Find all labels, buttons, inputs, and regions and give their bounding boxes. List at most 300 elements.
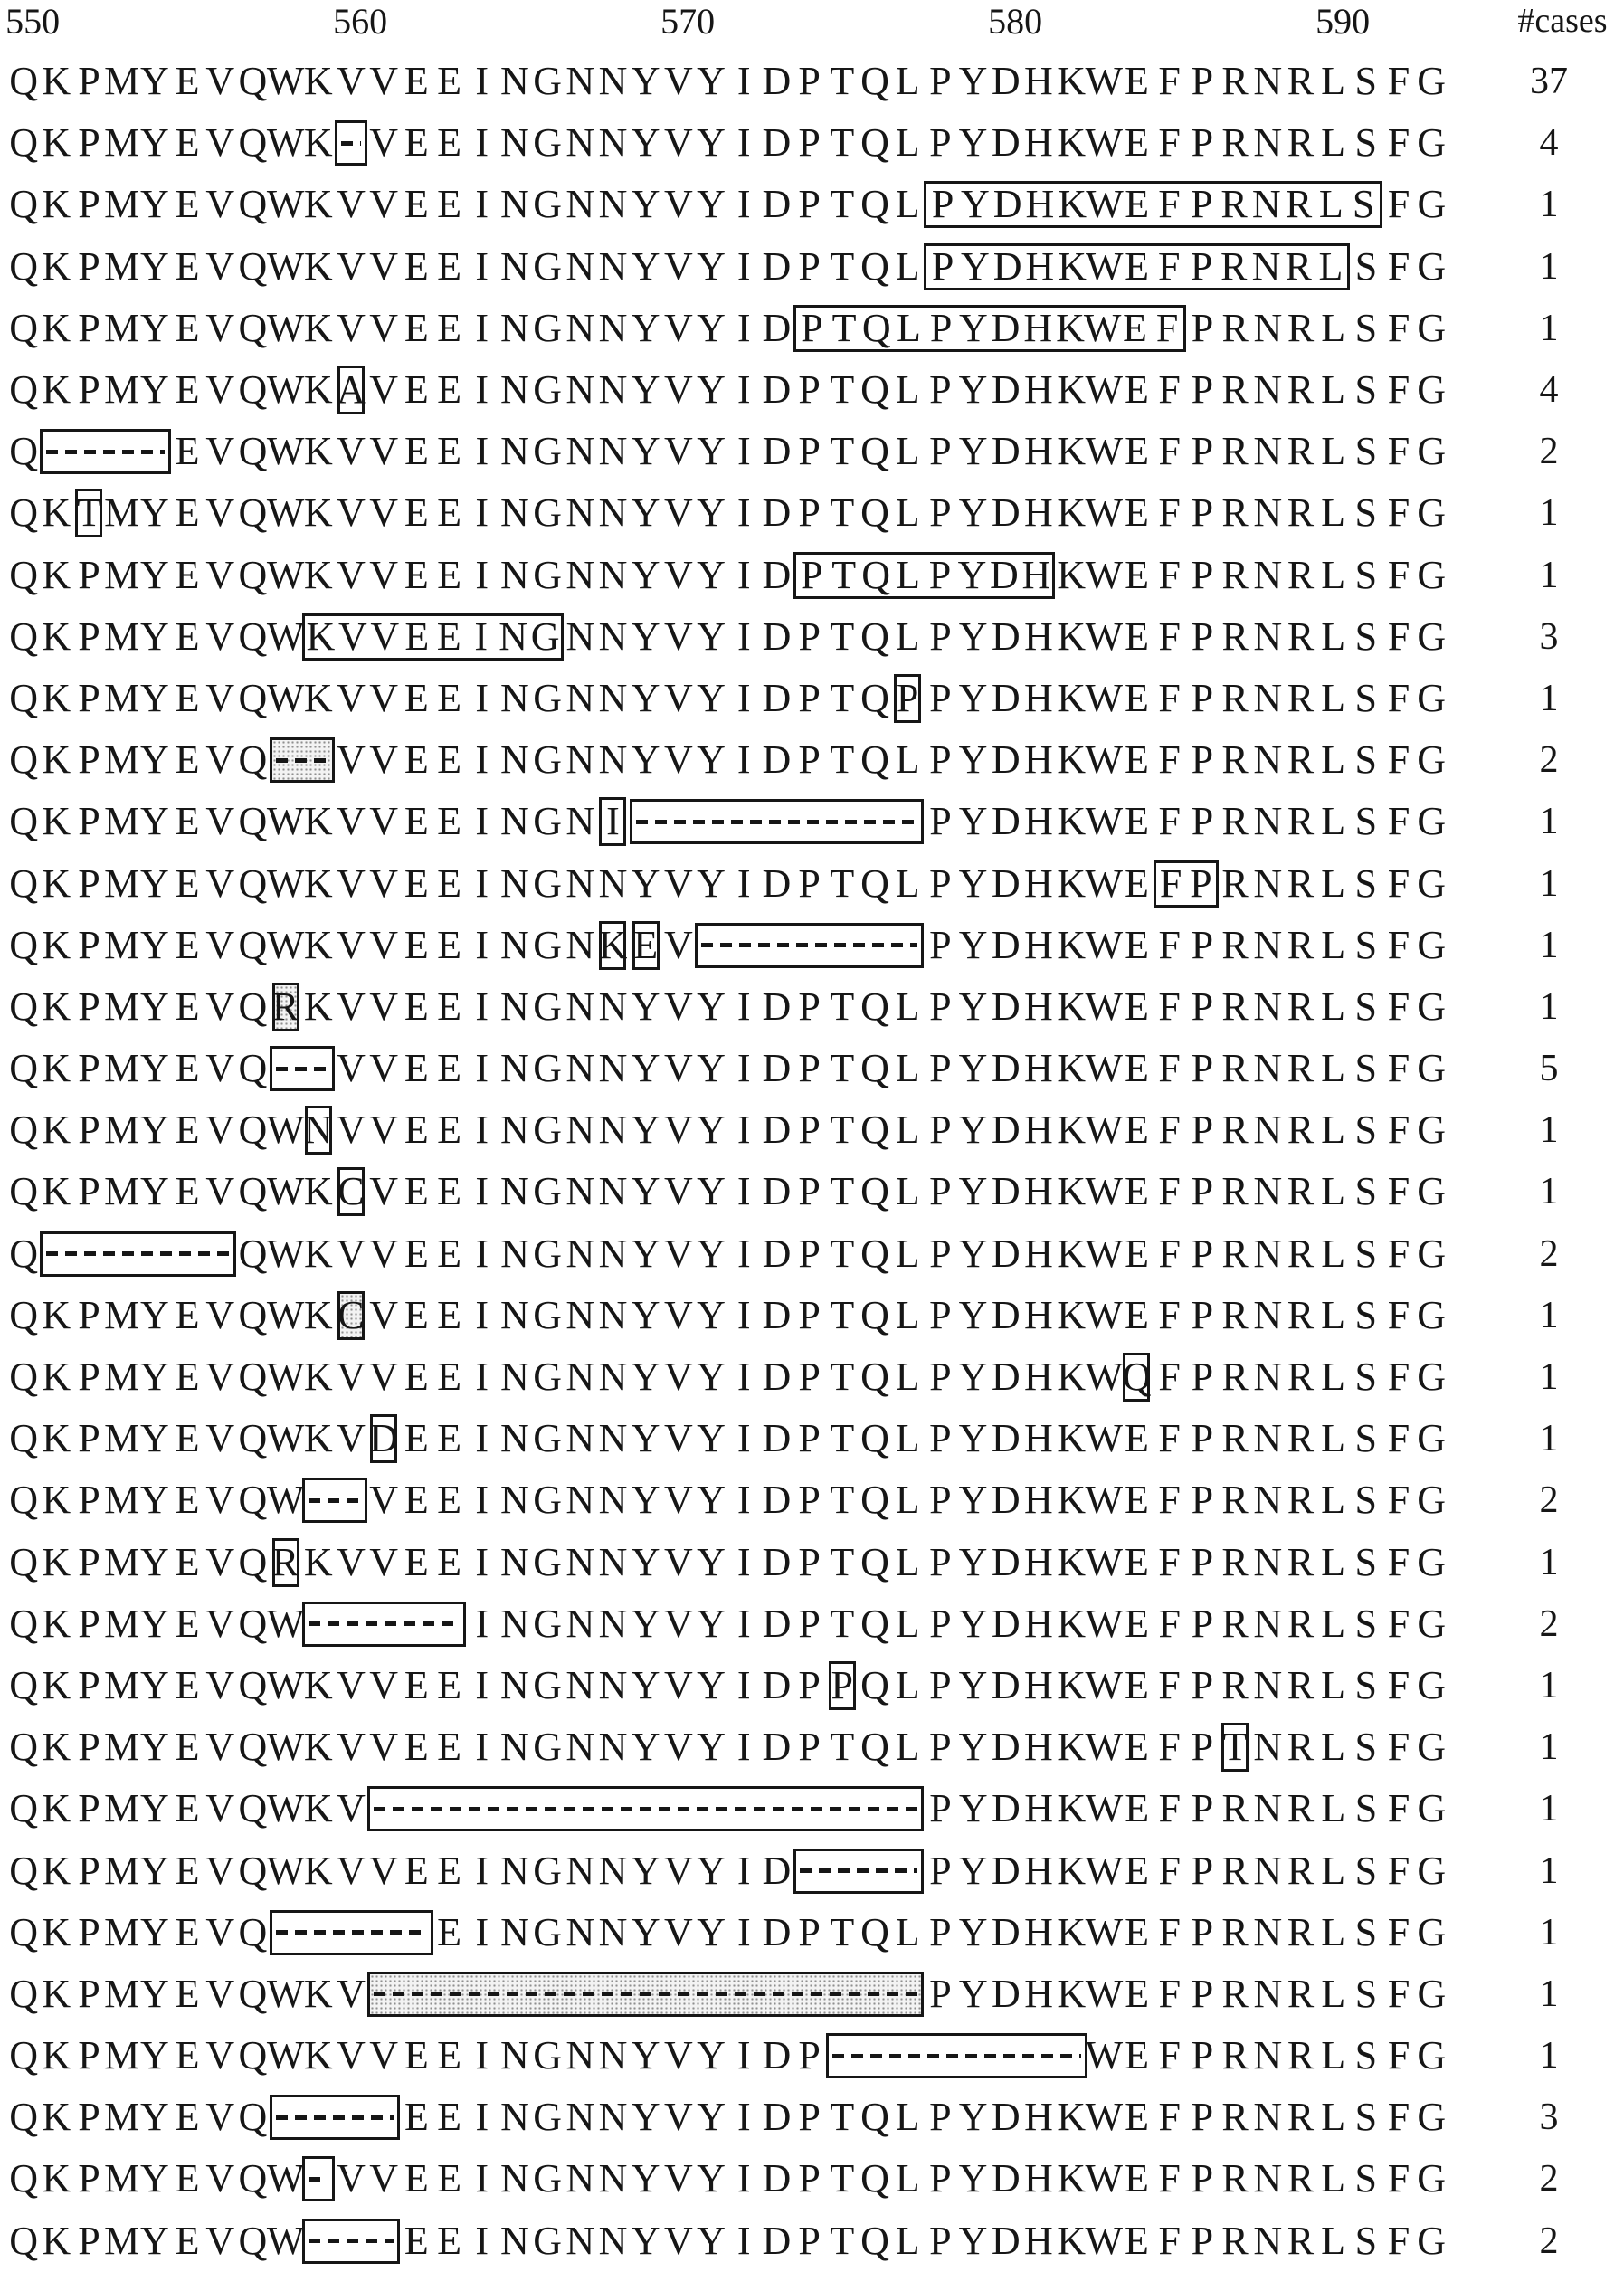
residue-letter: K	[303, 922, 333, 967]
residue-letter: Q	[238, 2095, 268, 2140]
residue-letter: N	[500, 1539, 529, 1584]
residue-letter: V	[663, 1478, 693, 1523]
residue-letter: V	[205, 613, 235, 659]
residue-letter: W	[266, 613, 305, 659]
residue-letter: T	[830, 1231, 855, 1276]
residue-letter: G	[1417, 367, 1447, 413]
residue-letter: L	[1321, 1107, 1346, 1153]
residue-letter: I	[475, 1478, 489, 1523]
residue-letter: D	[991, 1725, 1021, 1770]
residue-letter: F	[1387, 799, 1410, 844]
residue-letter: Q	[860, 860, 889, 906]
residue-letter: D	[991, 1355, 1021, 1400]
residue-letter: N	[565, 305, 595, 350]
case-count: 1	[1539, 2035, 1559, 2077]
case-count: 1	[1539, 554, 1559, 596]
residue-letter: N	[598, 2033, 628, 2078]
residue-letter: F	[1155, 305, 1179, 350]
residue-letter: W	[1085, 2033, 1124, 2078]
residue-letter: V	[663, 1169, 693, 1214]
residue-letter: W	[266, 1292, 305, 1337]
residue-letter: N	[500, 922, 529, 967]
residue-letter: L	[1321, 490, 1346, 536]
residue-letter: L	[1321, 1539, 1346, 1584]
deletion-dashes	[46, 450, 165, 454]
residue-letter: P	[1191, 182, 1213, 227]
residue-letter: Y	[958, 737, 988, 783]
residue-letter: N	[565, 1539, 595, 1584]
residue-letter: K	[42, 1169, 71, 1214]
residue-letter: K	[1057, 429, 1087, 474]
residue-letter: Y	[697, 1478, 726, 1523]
residue-letter: G	[533, 1046, 562, 1091]
residue-letter: Y	[958, 429, 988, 474]
boxed-segment	[1154, 860, 1219, 908]
residue-letter: D	[991, 1292, 1021, 1337]
residue-letter: K	[42, 675, 71, 720]
residue-letter: N	[565, 1662, 595, 1707]
residue-letter: V	[663, 305, 693, 350]
residue-letter: E	[437, 1909, 462, 1954]
residue-letter: L	[895, 860, 920, 906]
residue-letter: W	[1085, 613, 1124, 659]
residue-letter: Y	[631, 1539, 660, 1584]
residue-letter: K	[1056, 305, 1085, 350]
residue-letter: V	[337, 737, 366, 783]
residue-letter: V	[369, 737, 399, 783]
residue-letter: L	[1321, 1971, 1346, 2016]
residue-letter: W	[1085, 1848, 1124, 1893]
residue-letter: L	[896, 552, 921, 597]
residue-letter: Y	[697, 675, 726, 720]
residue-letter: T	[830, 1725, 855, 1770]
residue-letter: Q	[860, 984, 889, 1029]
residue-letter: E	[175, 429, 200, 474]
residue-letter: I	[736, 182, 751, 227]
residue-letter: Q	[860, 367, 889, 413]
residue-letter: Y	[697, 1725, 726, 1770]
residue-letter: V	[337, 1725, 366, 1770]
residue-letter: L	[1321, 737, 1346, 783]
residue-letter: V	[205, 1046, 235, 1091]
residue-letter: N	[565, 1292, 595, 1337]
residue-letter: R	[1287, 1786, 1315, 1831]
residue-letter: E	[1125, 675, 1149, 720]
residue-letter: E	[437, 860, 461, 906]
residue-letter: H	[1025, 182, 1055, 227]
residue-letter: P	[798, 1107, 821, 1153]
residue-letter: Y	[631, 1107, 660, 1153]
residue-letter: P	[798, 737, 821, 783]
residue-letter: N	[1253, 860, 1283, 906]
residue-letter: G	[533, 1107, 562, 1153]
residue-letter: N	[598, 984, 628, 1029]
residue-letter: P	[929, 984, 952, 1029]
deletion-dashes	[276, 1930, 427, 1935]
residue-letter: R	[1221, 59, 1249, 104]
residue-letter: K	[42, 1539, 71, 1584]
residue-letter: D	[762, 860, 792, 906]
residue-letter: K	[42, 1292, 71, 1337]
residue-letter: E	[175, 1539, 200, 1584]
residue-letter: S	[1354, 243, 1378, 289]
ruler-tick: 570	[660, 1, 716, 42]
residue-letter: H	[1024, 1601, 1053, 1646]
residue-letter: E	[175, 1909, 200, 1954]
residue-letter: P	[798, 1292, 821, 1337]
residue-letter: W	[1085, 1786, 1124, 1831]
residue-letter: H	[1024, 737, 1053, 783]
residue-letter: S	[1354, 552, 1378, 597]
residue-letter: P	[1191, 984, 1214, 1029]
residue-letter: D	[991, 305, 1021, 350]
residue-letter: N	[565, 243, 595, 289]
residue-letter: I	[475, 2095, 489, 2140]
residue-letter: M	[104, 182, 140, 227]
residue-letter: E	[437, 1478, 461, 1523]
residue-letter: P	[1191, 799, 1214, 844]
residue-letter: P	[929, 2156, 952, 2201]
residue-letter: N	[1253, 984, 1283, 1029]
residue-letter: N	[598, 1292, 628, 1337]
residue-letter: K	[1057, 1539, 1086, 1584]
residue-letter: L	[1318, 243, 1344, 289]
residue-letter: D	[992, 1971, 1021, 2016]
residue-letter: G	[533, 243, 562, 289]
residue-letter: V	[664, 613, 693, 659]
residue-letter: D	[762, 1169, 792, 1214]
residue-letter: T	[830, 984, 855, 1029]
residue-letter: V	[205, 367, 235, 413]
substitution-box: A	[337, 366, 365, 414]
residue-letter: D	[991, 2218, 1021, 2263]
residue-letter: P	[1191, 305, 1214, 350]
case-count: 2	[1539, 2158, 1559, 2201]
case-count: 1	[1539, 924, 1559, 966]
alignment-row	[0, 545, 1624, 606]
residue-letter: F	[1387, 860, 1410, 906]
residue-letter: N	[1253, 675, 1283, 720]
deletion-box	[40, 429, 171, 474]
residue-letter: N	[1253, 120, 1283, 166]
residue-letter: W	[1085, 120, 1124, 166]
residue-letter: Y	[631, 1169, 660, 1214]
residue-letter: V	[205, 552, 235, 597]
residue-letter: V	[369, 984, 399, 1029]
residue-letter: G	[533, 1601, 563, 1646]
residue-letter: Q	[9, 59, 38, 104]
residue-letter: W	[266, 490, 305, 536]
residue-letter: S	[1354, 860, 1378, 906]
residue-letter: V	[369, 2156, 399, 2201]
residue-letter: Q	[9, 613, 38, 659]
alignment-row	[0, 1099, 1624, 1161]
residue-letter: Y	[958, 1416, 988, 1461]
residue-letter: W	[1085, 922, 1124, 967]
residue-letter: N	[500, 1046, 529, 1091]
residue-letter: V	[369, 1478, 399, 1523]
residue-letter: N	[1253, 737, 1283, 783]
substitution-cell	[335, 366, 367, 414]
residue-letter: E	[404, 59, 429, 104]
residue-letter: E	[437, 490, 461, 536]
residue-letter: D	[991, 1662, 1021, 1707]
residue-letter: F	[1387, 1601, 1410, 1646]
residue-letter: K	[1057, 2156, 1086, 2201]
residue-letter: I	[736, 1662, 751, 1707]
residue-letter: H	[1024, 59, 1053, 104]
residue-letter: Y	[631, 1848, 660, 1893]
residue-letter: F	[1387, 1848, 1410, 1893]
residue-letter: M	[104, 1662, 140, 1707]
residue-letter: R	[1221, 1539, 1249, 1584]
residue-letter: Y	[958, 1292, 988, 1337]
residue-letter: M	[104, 2156, 140, 2201]
residue-letter: K	[303, 182, 333, 227]
residue-letter: Y	[958, 1355, 988, 1400]
residue-letter: H	[1024, 1416, 1053, 1461]
residue-letter: Y	[631, 1231, 660, 1276]
residue-letter: V	[369, 59, 399, 104]
residue-letter: V	[205, 1909, 235, 1954]
deletion-dashes	[309, 2239, 394, 2243]
residue-letter: F	[1387, 1107, 1410, 1153]
residue-letter: F	[1387, 1539, 1410, 1584]
alignment-row	[0, 359, 1624, 421]
residue-letter: V	[205, 1662, 235, 1707]
residue-letter: V	[369, 1848, 399, 1893]
residue-letter: Y	[958, 1046, 988, 1091]
residue-letter: Q	[9, 2095, 38, 2140]
residue-letter: G	[1417, 860, 1447, 906]
residue-letter: F	[1387, 1292, 1410, 1337]
substitution-cell	[1120, 1353, 1153, 1402]
residue-letter: N	[598, 2095, 628, 2140]
residue-letter: M	[104, 1909, 140, 1954]
residue-letter: Y	[958, 1909, 988, 1954]
residue-letter: T	[830, 429, 855, 474]
residue-letter: Q	[9, 1046, 38, 1091]
residue-letter: V	[369, 1539, 399, 1584]
residue-letter: E	[437, 675, 461, 720]
alignment-row	[0, 2025, 1624, 2087]
residue-letter: L	[1321, 1292, 1346, 1337]
residue-letter: V	[369, 182, 399, 227]
residue-letter: S	[1354, 1909, 1378, 1954]
residue-letter: L	[1321, 2095, 1346, 2140]
residue-letter: P	[798, 59, 821, 104]
residue-letter: V	[369, 243, 399, 289]
residue-letter: T	[830, 2095, 855, 2140]
residue-letter: N	[1253, 2218, 1283, 2263]
alignment-row	[0, 1902, 1624, 1963]
residue-letter: Y	[139, 182, 169, 227]
residue-letter: Y	[631, 1292, 660, 1337]
residue-letter: E	[437, 1046, 461, 1091]
residue-letter: F	[1158, 1478, 1181, 1523]
residue-letter: Y	[697, 1231, 726, 1276]
residue-letter: R	[1287, 860, 1315, 906]
residue-letter: E	[437, 1662, 461, 1707]
residue-letter: F	[1387, 552, 1410, 597]
residue-letter: E	[1125, 860, 1149, 906]
residue-letter: E	[404, 120, 429, 166]
residue-letter: F	[1387, 490, 1410, 536]
residue-letter: G	[533, 1169, 562, 1214]
residue-letter: W	[266, 367, 305, 413]
residue-letter: R	[1287, 120, 1315, 166]
residue-letter: K	[42, 1046, 71, 1091]
residue-letter: P	[1191, 552, 1214, 597]
residue-letter: I	[736, 429, 751, 474]
residue-letter: L	[895, 429, 920, 474]
residue-letter: H	[1024, 1971, 1053, 2016]
residue-letter: M	[104, 1478, 140, 1523]
residue-letter: S	[1354, 1416, 1378, 1461]
residue-letter: V	[205, 182, 235, 227]
residue-letter: P	[929, 737, 952, 783]
residue-letter: E	[1125, 1292, 1149, 1337]
residue-letter: Q	[9, 1909, 38, 1954]
residue-letter: G	[1417, 1292, 1447, 1337]
residue-letter: N	[598, 490, 628, 536]
residue-letter: F	[1158, 1601, 1181, 1646]
residue-letter: I	[736, 1292, 751, 1337]
residue-letter: N	[598, 860, 628, 906]
residue-letter: R	[1221, 2095, 1249, 2140]
residue-letter: V	[369, 1169, 399, 1214]
case-count: 1	[1539, 1664, 1559, 1706]
residue-letter: N	[565, 1725, 595, 1770]
residue-letter: K	[42, 1786, 71, 1831]
residue-letter: E	[437, 1725, 461, 1770]
residue-letter: P	[1191, 1786, 1214, 1831]
residue-letter: R	[1287, 1355, 1315, 1400]
residue-letter: N	[499, 613, 528, 659]
residue-letter: K	[42, 59, 71, 104]
residue-letter: G	[1417, 552, 1447, 597]
residue-letter: Q	[860, 1416, 889, 1461]
residue-letter: R	[1287, 1478, 1315, 1523]
residue-letter: Y	[139, 243, 169, 289]
residue-letter: G	[533, 552, 562, 597]
residue-letter: N	[565, 429, 595, 474]
residue-letter: V	[205, 2156, 235, 2201]
residue-letter: V	[664, 1909, 693, 1954]
case-count: 1	[1539, 1973, 1559, 2015]
residue-letter: G	[533, 59, 562, 104]
alignment-row	[0, 482, 1624, 544]
residue-letter: E	[1125, 1107, 1149, 1153]
residue-letter: P	[798, 243, 821, 289]
residue-letter: Q	[9, 429, 38, 474]
residue-letter: Y	[139, 675, 169, 720]
residue-letter: K	[1057, 922, 1087, 967]
residue-letter: M	[104, 675, 140, 720]
residue-letter: W	[266, 1971, 305, 2016]
residue-letter: F	[1387, 1169, 1410, 1214]
residue-letter: V	[663, 675, 693, 720]
residue-letter: W	[1086, 182, 1124, 227]
residue-letter: N	[1253, 490, 1283, 536]
residue-letter: P	[78, 1416, 100, 1461]
residue-letter: K	[1058, 182, 1087, 227]
residue-letter: G	[533, 799, 562, 844]
residue-letter: Q	[860, 1662, 889, 1707]
residue-letter: Q	[9, 1231, 38, 1276]
residue-letter: Q	[238, 1971, 268, 2016]
residue-letter: Q	[238, 1478, 268, 1523]
residue-letter: N	[500, 2095, 529, 2140]
alignment-row	[0, 915, 1624, 976]
residue-letter: G	[533, 1478, 562, 1523]
residue-letter: N	[1253, 305, 1283, 350]
residue-letter: F	[1158, 1231, 1181, 1276]
residue-letter: V	[369, 799, 399, 844]
residue-letter: K	[42, 120, 71, 166]
residue-letter: P	[1190, 243, 1213, 289]
residue-letter: K	[303, 552, 333, 597]
alignment-row	[0, 1778, 1624, 1839]
residue-letter: R	[1285, 243, 1312, 289]
residue-letter: I	[736, 984, 751, 1029]
residue-letter: G	[1417, 2033, 1447, 2078]
residue-letter: Q	[860, 120, 889, 166]
case-count: 2	[1539, 1479, 1559, 1522]
residue-letter: N	[565, 1848, 595, 1893]
residue-letter: P	[1191, 2218, 1214, 2263]
residue-letter: L	[895, 1355, 920, 1400]
residue-letter: H	[1024, 1355, 1053, 1400]
residue-letter: M	[104, 1169, 140, 1214]
residue-letter: G	[1417, 1046, 1447, 1091]
residue-letter: Q	[9, 2033, 38, 2078]
residue-letter: T	[830, 1107, 855, 1153]
residue-letter: K	[1057, 613, 1087, 659]
residue-letter: P	[798, 1539, 821, 1584]
residue-letter: N	[565, 1416, 595, 1461]
residue-letter: G	[1417, 675, 1447, 720]
residue-letter: Q	[238, 1601, 268, 1646]
residue-letter: V	[205, 59, 235, 104]
alignment-row	[0, 1408, 1624, 1469]
residue-letter: S	[1354, 1478, 1378, 1523]
residue-letter: M	[104, 1107, 140, 1153]
residue-letter: N	[565, 1169, 595, 1214]
residue-letter: I	[736, 367, 751, 413]
residue-letter: K	[303, 1231, 333, 1276]
residue-letter: G	[1417, 1971, 1447, 2016]
residue-letter: L	[895, 1478, 920, 1523]
residue-letter: W	[1085, 860, 1124, 906]
residue-letter: P	[929, 490, 952, 536]
residue-letter: G	[533, 1355, 562, 1400]
residue-letter: N	[598, 1662, 628, 1707]
residue-letter: I	[475, 1662, 489, 1707]
residue-letter: K	[303, 367, 333, 413]
residue-letter: Q	[860, 182, 889, 227]
residue-letter: F	[1158, 182, 1181, 227]
residue-letter: Y	[697, 737, 726, 783]
residue-letter: L	[895, 2156, 920, 2201]
substitution-box: P	[894, 674, 921, 723]
residue-letter: K	[1057, 1107, 1086, 1153]
residue-letter: E	[404, 1169, 429, 1214]
ruler-header	[0, 0, 1624, 51]
deletion-box	[335, 120, 367, 166]
residue-letter: V	[663, 2156, 693, 2201]
residue-letter: W	[266, 1725, 305, 1770]
